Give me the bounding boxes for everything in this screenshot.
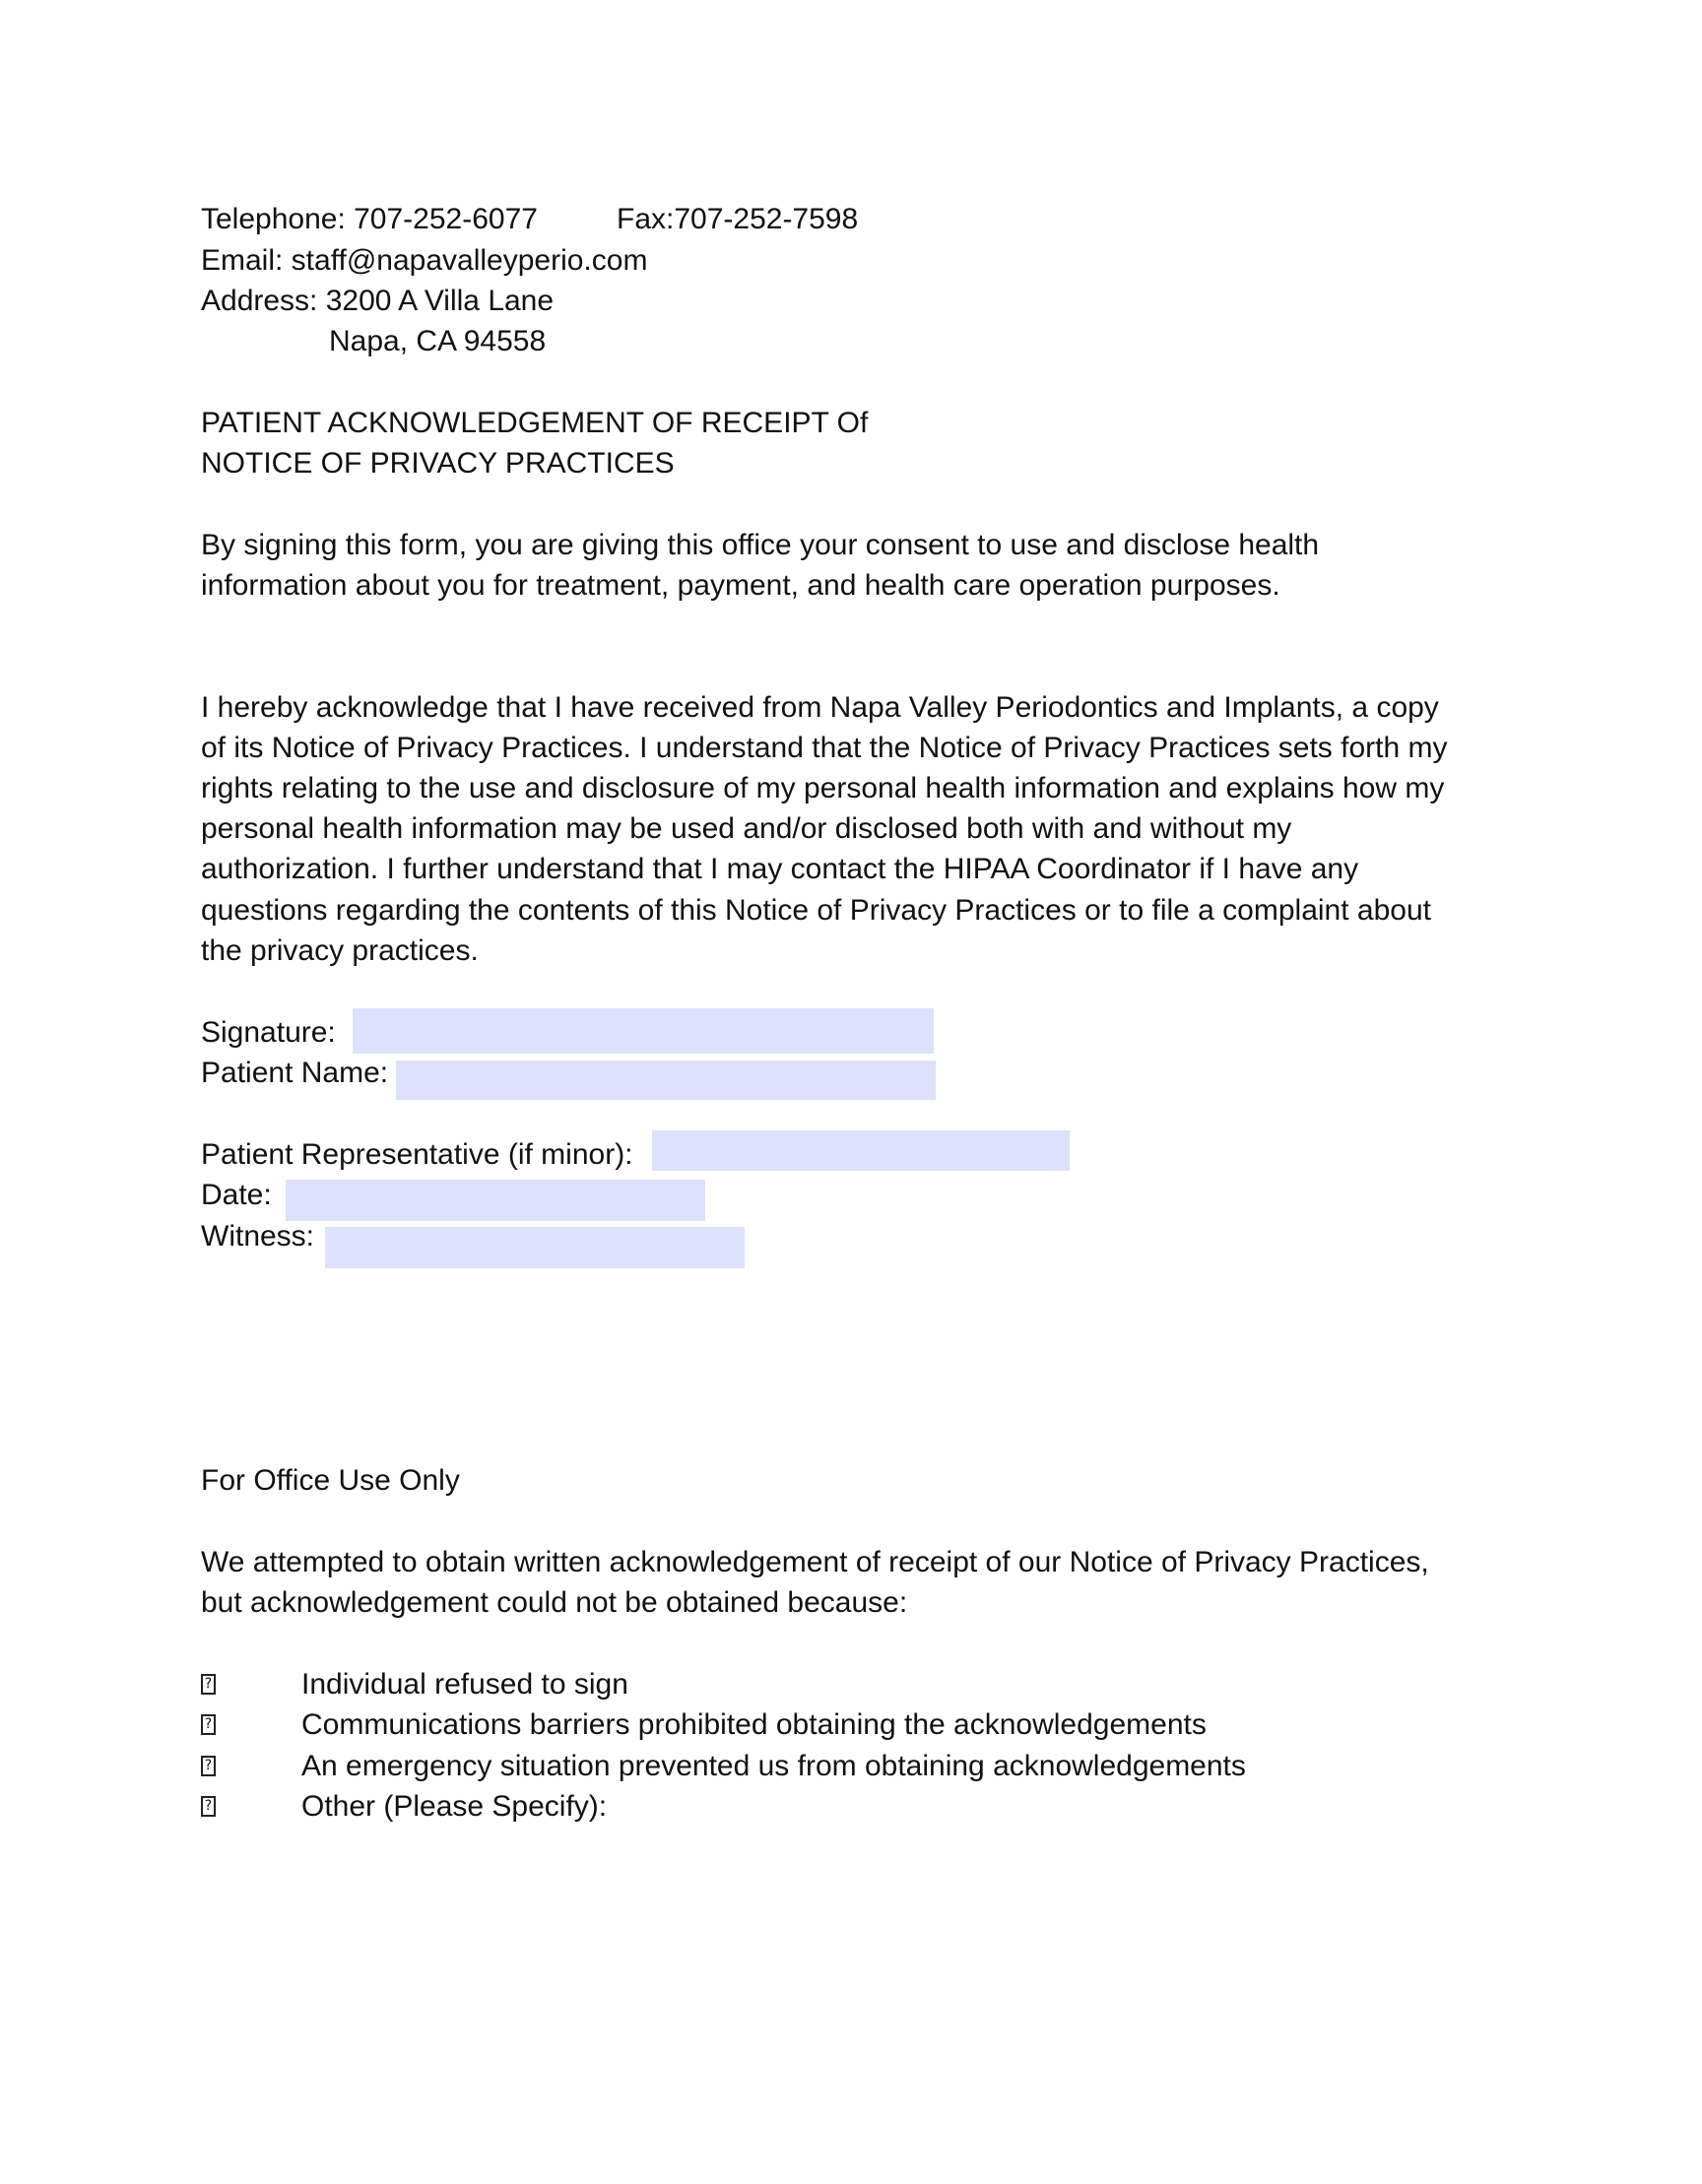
acknowledge-line: questions regarding the contents of this Notice of Privacy Practices or to file a complaint about — [201, 894, 1431, 927]
checkbox-icon[interactable]: ? — [201, 1674, 216, 1695]
office-use-intro-line2: but acknowledgement could not be obtained because: — [201, 1586, 908, 1619]
address-line2: Napa, CA 94558 — [329, 325, 547, 357]
acknowledge-line: rights relating to the use and disclosure of my personal health information and explains how my — [201, 772, 1445, 804]
address-line1: Address: 3200 A Villa Lane — [201, 285, 555, 317]
witness-label: Witness: — [201, 1220, 315, 1253]
option-label: Individual refused to sign — [301, 1668, 628, 1701]
office-use-intro-line1: We attempted to obtain written acknowledgement of receipt of our Notice of Privacy Practices, — [201, 1546, 1429, 1578]
acknowledge-line: of its Notice of Privacy Practices. I understand that the Notice of Privacy Practices sets forth my — [201, 732, 1448, 764]
patient-name-label: Patient Name: — [201, 1057, 389, 1089]
email-text: Email: staff@napavalleyperio.com — [201, 244, 648, 277]
fax-text: Fax:707-252-7598 — [617, 203, 859, 235]
checkbox-icon[interactable]: ? — [201, 1714, 216, 1735]
checkbox-icon[interactable]: ? — [201, 1796, 216, 1817]
acknowledge-line: personal health information may be used and/or disclosed both with and without my — [201, 812, 1292, 845]
representative-label: Patient Representative (if minor): — [201, 1138, 633, 1171]
form-title-line2: NOTICE OF PRIVACY PRACTICES — [201, 447, 675, 480]
representative-input[interactable] — [652, 1130, 1070, 1171]
office-use-heading: For Office Use Only — [201, 1464, 460, 1497]
consent-line1: By signing this form, you are giving this office your consent to use and disclose health — [201, 529, 1320, 561]
patient-name-input[interactable] — [396, 1060, 936, 1100]
acknowledge-line: authorization. I further understand that I may contact the HIPAA Coordinator if I have any — [201, 853, 1359, 885]
option-label: Communications barriers prohibited obtaining the acknowledgements — [301, 1708, 1207, 1741]
acknowledge-line: I hereby acknowledge that I have received from Napa Valley Periodontics and Implants, a copy — [201, 691, 1439, 724]
option-label: An emergency situation prevented us from obtaining acknowledgements — [301, 1750, 1246, 1782]
date-label: Date: — [201, 1179, 272, 1211]
option-label: Other (Please Specify): — [301, 1790, 608, 1823]
signature-label: Signature: — [201, 1016, 336, 1049]
checkbox-icon[interactable]: ? — [201, 1756, 216, 1776]
form-title-line1: PATIENT ACKNOWLEDGEMENT OF RECEIPT Of — [201, 407, 869, 439]
telephone-text: Telephone: 707-252-6077 — [201, 203, 538, 235]
witness-input[interactable] — [325, 1227, 745, 1268]
acknowledge-line: the privacy practices. — [201, 934, 479, 967]
consent-line2: information about you for treatment, payment, and health care operation purposes. — [201, 569, 1280, 602]
signature-input[interactable] — [353, 1008, 934, 1054]
date-input[interactable] — [286, 1180, 705, 1221]
